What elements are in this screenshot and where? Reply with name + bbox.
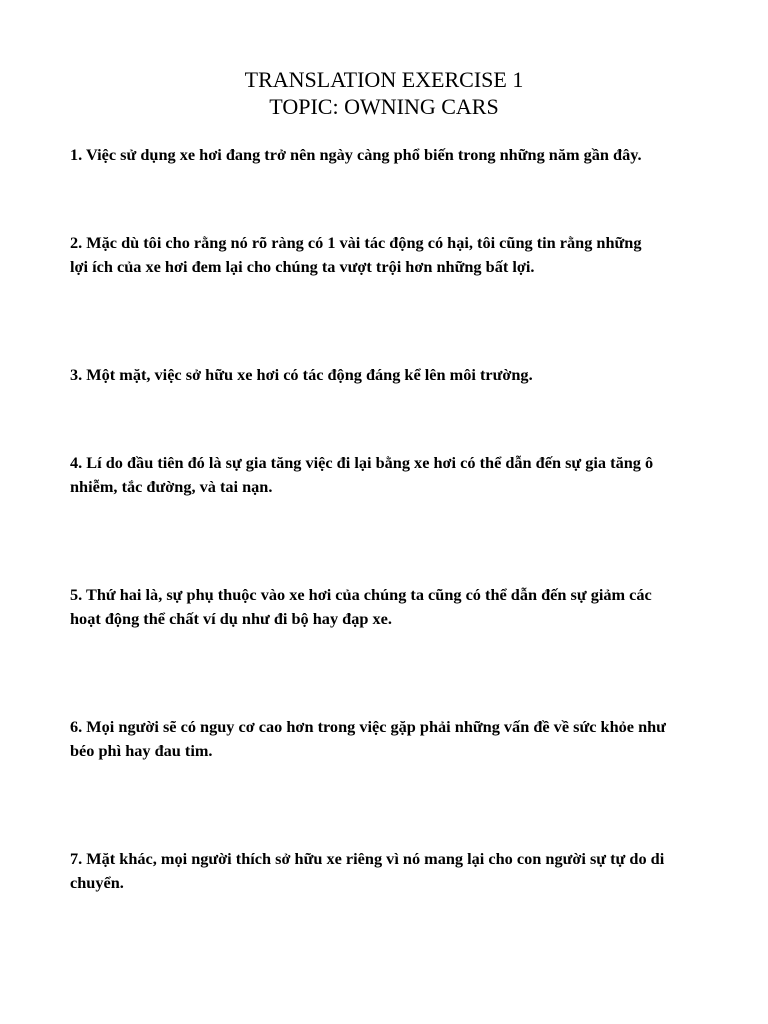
exercise-item-4-line-2: nhiễm, tắc đường, và tai nạn. xyxy=(70,477,273,496)
exercise-item-2 xyxy=(70,231,720,279)
exercise-item-6-line-2: béo phì hay đau tim. xyxy=(70,741,213,760)
exercise-item-2-line-1: 2. Mặc dù tôi cho rằng nó rõ ràng có 1 vài tác động có hại, tôi cũng tin rằng những xyxy=(70,233,642,252)
exercise-item-3-line-1: 3. Một mặt, việc sở hữu xe hơi có tác động đáng kể lên môi trường. xyxy=(70,365,533,384)
exercise-item-6 xyxy=(70,715,720,763)
page-title: TRANSLATION EXERCISE 1 xyxy=(244,67,524,92)
page-subtitle: TOPIC: OWNING CARS xyxy=(269,94,499,119)
exercise-item-1 xyxy=(70,143,720,167)
exercise-item-3 xyxy=(70,363,720,387)
exercise-item-2-line-2: lợi ích của xe hơi đem lại cho chúng ta vượt trội hơn những bất lợi. xyxy=(70,257,535,276)
exercise-item-7 xyxy=(70,847,720,895)
exercise-item-7-line-1: 7. Mặt khác, mọi người thích sở hữu xe riêng vì nó mang lại cho con người sự tự do di xyxy=(70,849,665,868)
exercise-item-7-line-2: chuyển. xyxy=(70,873,124,892)
exercise-item-1-line-1: 1. Việc sử dụng xe hơi đang trở nên ngày càng phổ biến trong những năm gần đây. xyxy=(70,145,642,164)
exercise-item-5-line-2: hoạt động thể chất ví dụ như đi bộ hay đạp xe. xyxy=(70,609,392,628)
exercise-item-4-line-1: 4. Lí do đầu tiên đó là sự gia tăng việc đi lại bằng xe hơi có thể dẫn đến sự gia tăng ô xyxy=(70,453,654,472)
exercise-item-5-line-1: 5. Thứ hai là, sự phụ thuộc vào xe hơi của chúng ta cũng có thể dẫn đến sự giảm các xyxy=(70,585,652,604)
exercise-item-6-line-1: 6. Mọi người sẽ có nguy cơ cao hơn trong việc gặp phải những vấn đề về sức khỏe như xyxy=(70,717,666,736)
exercise-item-5 xyxy=(70,583,720,631)
exercise-item-4 xyxy=(70,451,720,499)
